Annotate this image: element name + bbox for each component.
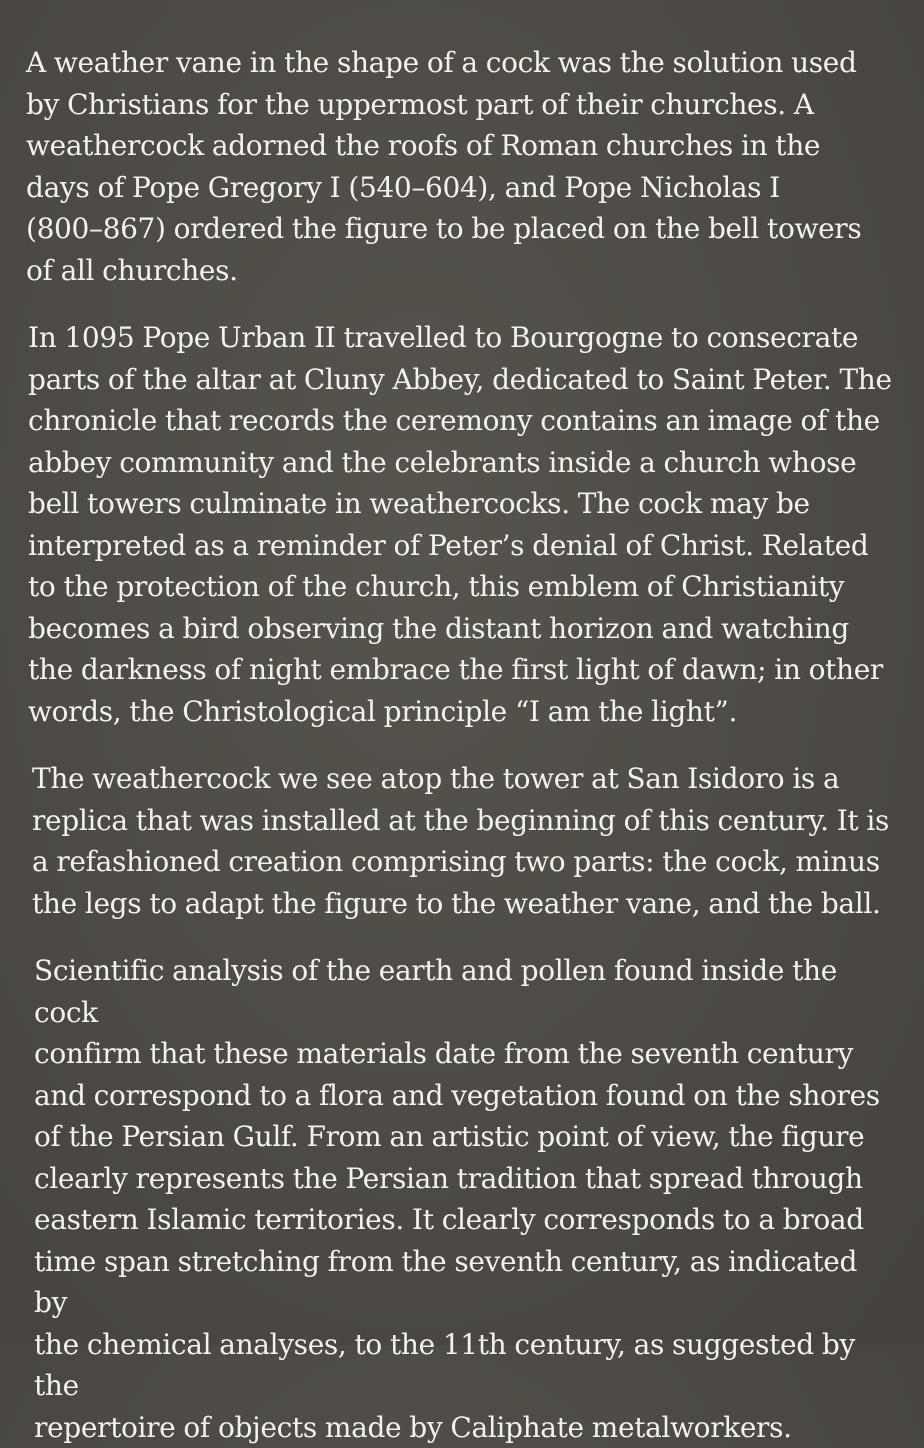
paragraph-scientific-analysis: Scientific analysis of the earth and pollen found inside the cock confirm that these materials date from the seventh century and correspond to a flora and vegetation found on the shores of the Persian Gulf. From an artistic point of view, the figure clearly represents the Persian tradition that spread through eastern Islamic territories. It clearly corresponds to a broad time span stretching from the seventh century, as indicated by the chemical analyses, to the 11th century, as suggested by the repertoire of objects made by Caliphate metalworkers. (34, 954, 880, 1444)
paragraph-cluny-abbey: In 1095 Pope Urban II travelled to Bourgogne to consecrate parts of the altar at Cluny Abbey, dedicated to Saint Peter. The chronicle that records the ceremony contains an image of the abbey community and the celebrants inside a church whose bell towers culminate in weathercocks. The cock may be interpreted as a reminder of Peter’s denial of Christ. Related to the protection of the church, this emblem of Christianity becomes a bird observing the distant horizon and watching the darkness of night embrace the first light of dawn; in other words, the Christological principle “I am the light”. (28, 321, 892, 728)
paragraph-weather-vane-history: A weather vane in the shape of a cock was the solution used by Christians for the uppermost part of their churches. A weathercock adorned the roofs of Roman churches in the days of Pope Gregory I (540–604), and Pope Nicholas I (800–867) ordered the figure to be placed on the bell towers of all churches. (26, 46, 862, 287)
paragraph-san-isidoro-replica: The weathercock we see atop the tower at San Isidoro is a replica that was installed at the beginning of this century. It is a refashioned creation comprising two parts: the cock, minus the legs to adapt the figure to the weather vane, and the ball. (32, 762, 890, 920)
